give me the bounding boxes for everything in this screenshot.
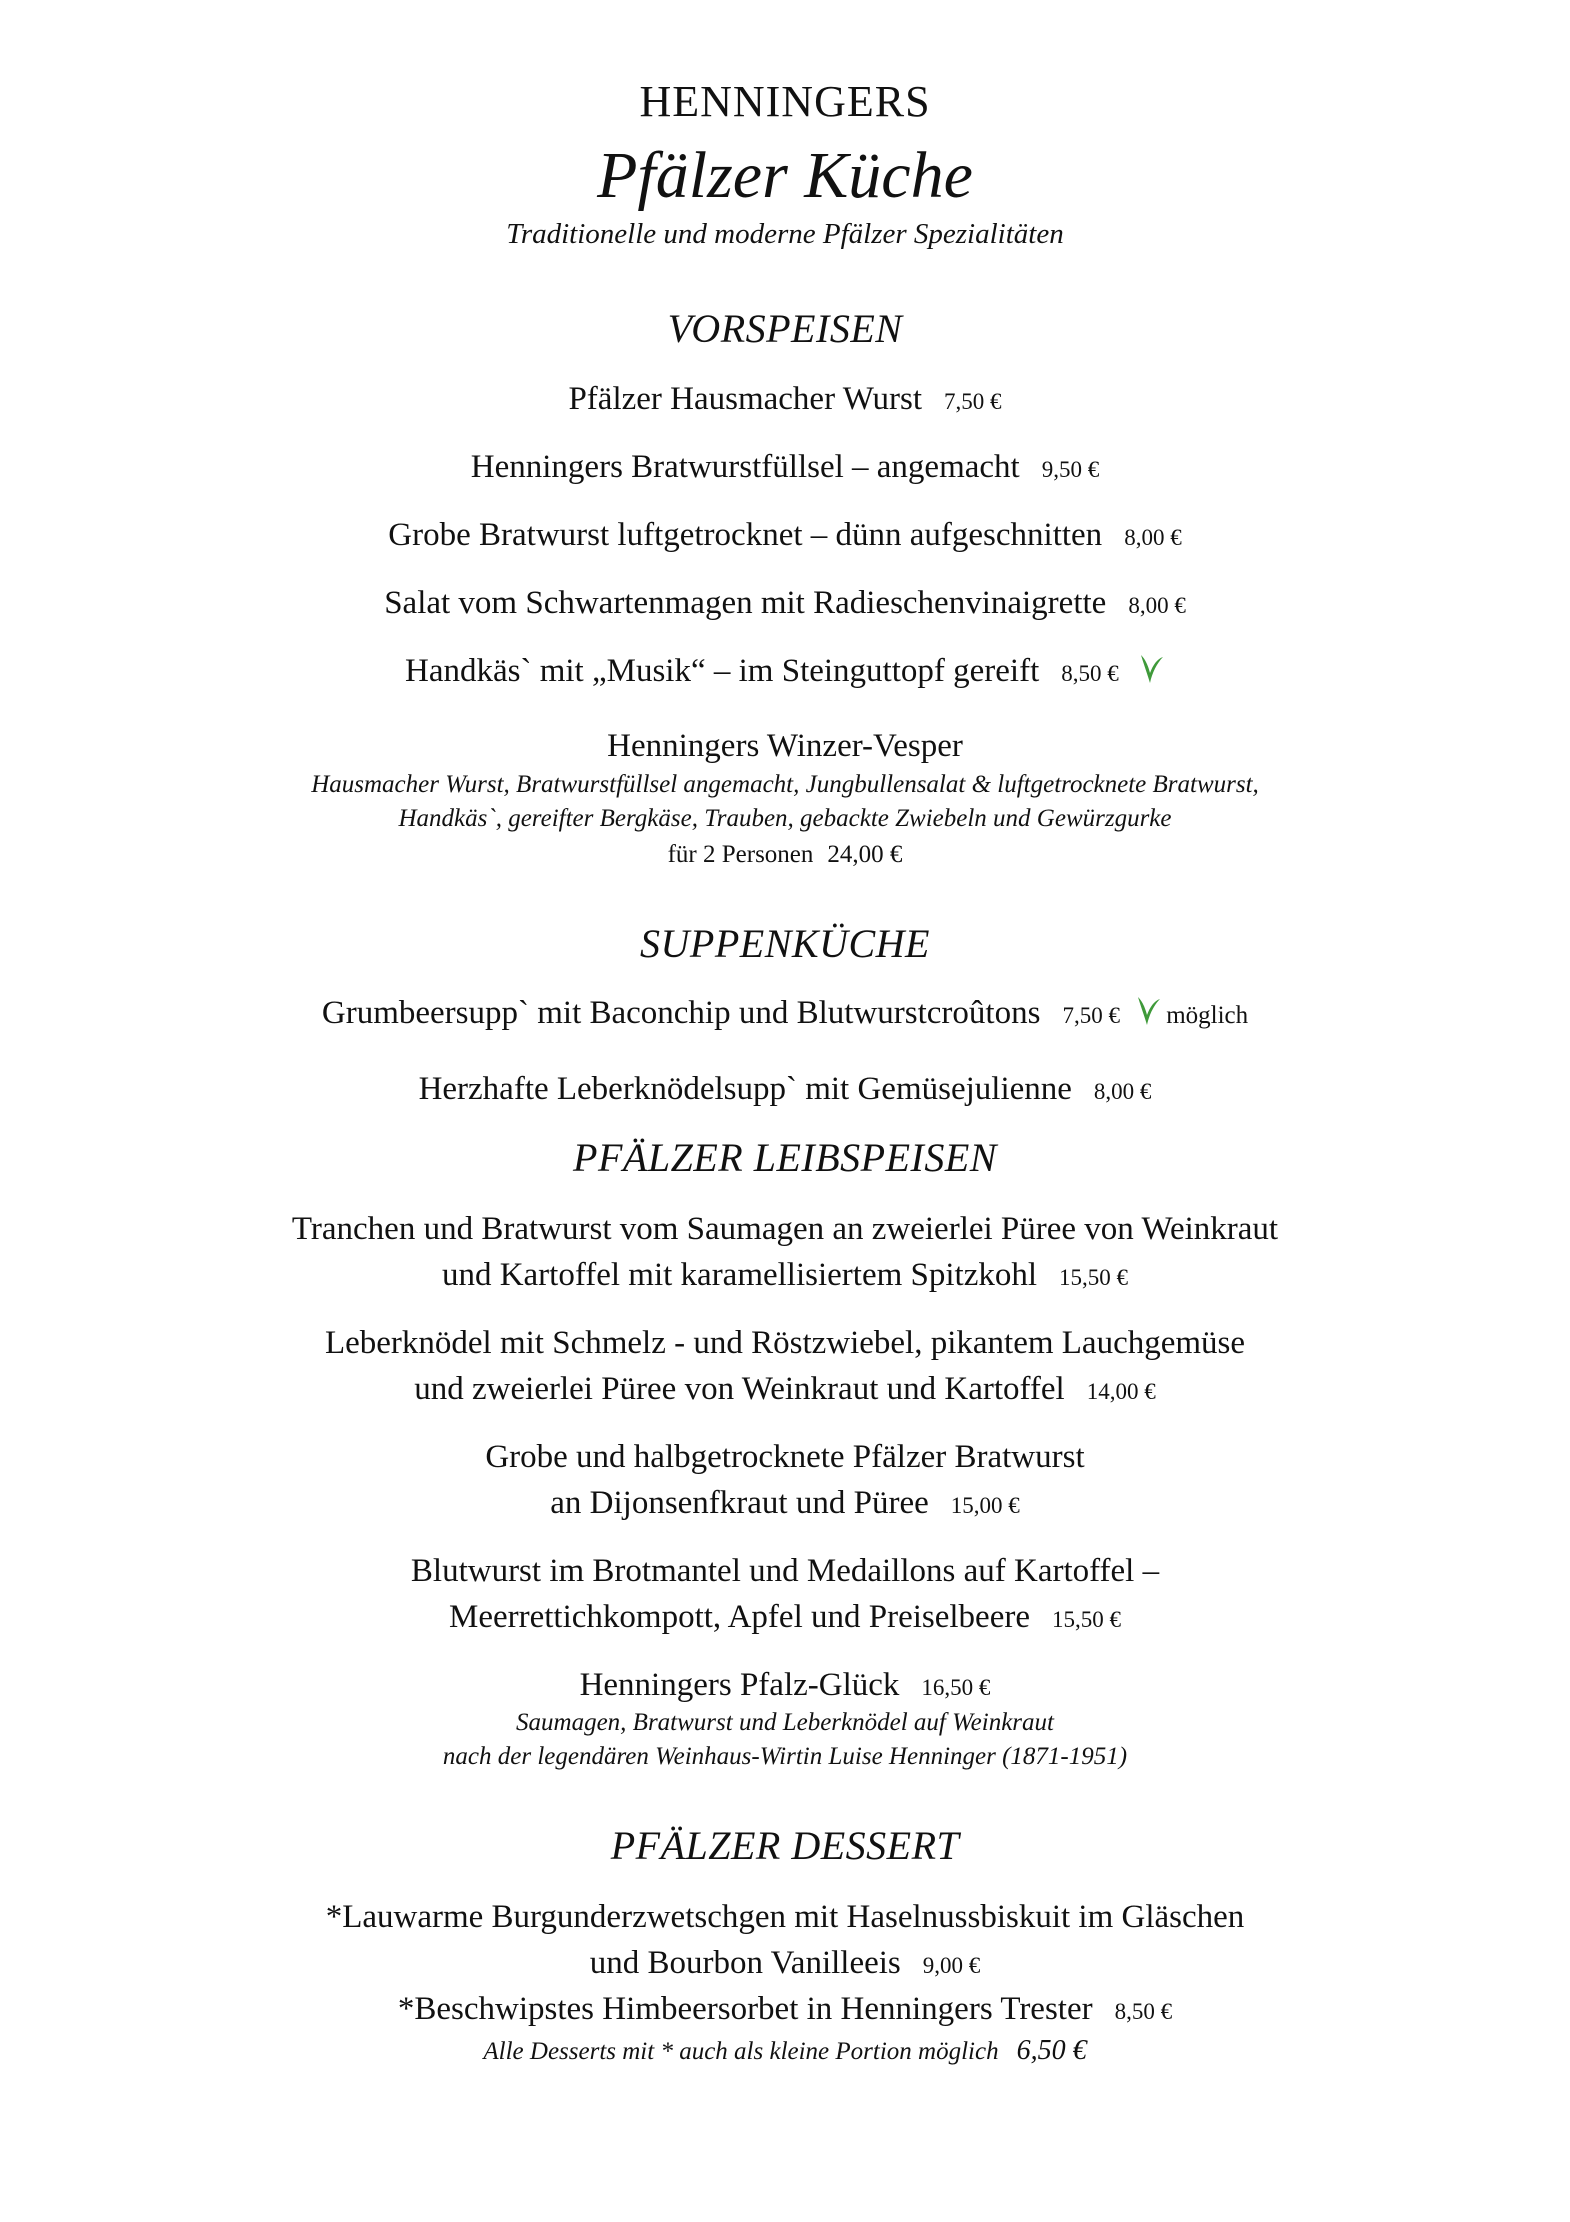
menu-tagline: Traditionelle und moderne Pfälzer Spezialitäten — [506, 218, 1064, 250]
menu-item — [0, 444, 1570, 493]
menu-item — [0, 1066, 1570, 1115]
item-price: 7,50 € — [944, 389, 1002, 414]
menu-item — [0, 512, 1570, 561]
item-price: 9,50 € — [1041, 457, 1100, 482]
vesper-description-line: Hausmacher Wurst, Bratwurstfüllsel angemacht, Jungbullensalat & luftgetrocknete Bratwurst, — [311, 771, 1259, 798]
section-title-leibspeisen: PFÄLZER LEIBSPEISEN — [573, 1135, 997, 1180]
menu-item-line — [0, 1366, 1570, 1415]
menu-title: Pfälzer Küche — [597, 139, 973, 212]
item-name: und Kartoffel mit karamellisiertem Spitzkohl — [441, 1257, 1038, 1293]
special-description-line: nach der legendären Weinhaus-Wirtin Luise Henninger (1871-1951) — [442, 1743, 1128, 1770]
dessert-item-line: *Lauwarme Burgunderzwetschgen mit Haselnussbiskuit im Gläschen — [325, 1899, 1245, 1935]
item-price: 8,50 € — [1114, 1999, 1173, 2024]
dessert-item-line — [0, 1940, 1570, 1989]
menu-item-line — [0, 1594, 1570, 1643]
item-name: Henningers Pfalz-Glück — [579, 1667, 900, 1703]
dessert-note — [0, 2034, 1570, 2069]
item-price: 8,00 € — [1124, 525, 1182, 550]
menu-item-line — [0, 1252, 1570, 1301]
item-name: Meerrettichkompott, Apfel und Preiselbeere — [449, 1599, 1030, 1635]
item-name: Salat vom Schwartenmagen mit Radieschenvinaigrette — [384, 585, 1107, 621]
dessert-item — [0, 1986, 1570, 2035]
item-price: 16,50 € — [921, 1675, 991, 1700]
menu-item — [0, 990, 1570, 1040]
item-price: 7,50 € — [1062, 1003, 1120, 1028]
menu-item-line: Blutwurst im Brotmantel und Medaillons auf Kartoffel – — [410, 1553, 1160, 1589]
vesper-persons: für 2 Personen — [667, 841, 814, 868]
item-price: 9,00 € — [922, 1953, 981, 1978]
menu-item — [0, 648, 1570, 698]
vegan-leaf-icon — [1137, 651, 1165, 698]
item-price: 8,50 € — [1061, 661, 1119, 686]
item-price: 8,00 € — [1128, 593, 1186, 618]
special-description-line: Saumagen, Bratwurst und Leberknödel auf Weinkraut — [516, 1709, 1054, 1736]
vegan-possible-note: möglich — [1166, 1002, 1249, 1029]
item-price: 14,00 € — [1086, 1379, 1156, 1404]
special-item — [0, 1662, 1570, 1711]
vesper-serving — [0, 838, 1570, 872]
item-price: 15,50 € — [1051, 1607, 1121, 1632]
item-name: Handkäs` mit „Musik“ – im Steinguttopf gereift — [405, 653, 1040, 689]
item-name: an Dijonsenfkraut und Püree — [550, 1485, 929, 1521]
menu-item — [0, 376, 1570, 425]
item-name: und zweierlei Püree von Weinkraut und Kartoffel — [414, 1371, 1065, 1407]
menu-item — [0, 580, 1570, 629]
dessert-note-price: 6,50 € — [1016, 2035, 1087, 2066]
vesper-description-line: Handkäs`, gereifter Bergkäse, Trauben, gebackte Zwiebeln und Gewürzgurke — [398, 805, 1172, 832]
restaurant-name: HENNINGERS — [639, 77, 931, 126]
item-price: 15,50 € — [1059, 1265, 1129, 1290]
dessert-note-text: Alle Desserts mit * auch als kleine Portion möglich — [483, 2038, 999, 2065]
item-name: Henningers Bratwurstfüllsel – angemacht — [470, 449, 1020, 485]
vesper-price: 24,00 € — [827, 841, 903, 868]
item-name: und Bourbon Vanilleeis — [589, 1945, 901, 1981]
vesper-name: Henningers Winzer-Vesper — [607, 728, 963, 764]
vegan-leaf-icon — [1134, 993, 1162, 1040]
item-name: Pfälzer Hausmacher Wurst — [568, 381, 923, 417]
menu-item-line: Grobe und halbgetrocknete Pfälzer Bratwurst — [485, 1439, 1085, 1475]
section-title-dessert: PFÄLZER DESSERT — [610, 1823, 960, 1868]
item-name: Grumbeersupp` mit Baconchip und Blutwurstcroûtons — [321, 995, 1041, 1031]
section-title-vorspeisen: VORSPEISEN — [667, 306, 903, 351]
item-name: Grobe Bratwurst luftgetrocknet – dünn aufgeschnitten — [388, 517, 1103, 553]
item-price: 15,00 € — [950, 1493, 1020, 1518]
section-title-suppen: SUPPENKÜCHE — [640, 921, 930, 966]
menu-item-line: Tranchen und Bratwurst vom Saumagen an zweierlei Püree von Weinkraut — [291, 1211, 1279, 1247]
item-name: *Beschwipstes Himbeersorbet in Henningers Trester — [397, 1991, 1093, 2027]
item-name: Herzhafte Leberknödelsupp` mit Gemüsejulienne — [418, 1071, 1072, 1107]
menu-item-line: Leberknödel mit Schmelz - und Röstzwiebel, pikantem Lauchgemüse — [324, 1325, 1246, 1361]
item-price: 8,00 € — [1093, 1079, 1152, 1104]
menu-item-line — [0, 1480, 1570, 1529]
